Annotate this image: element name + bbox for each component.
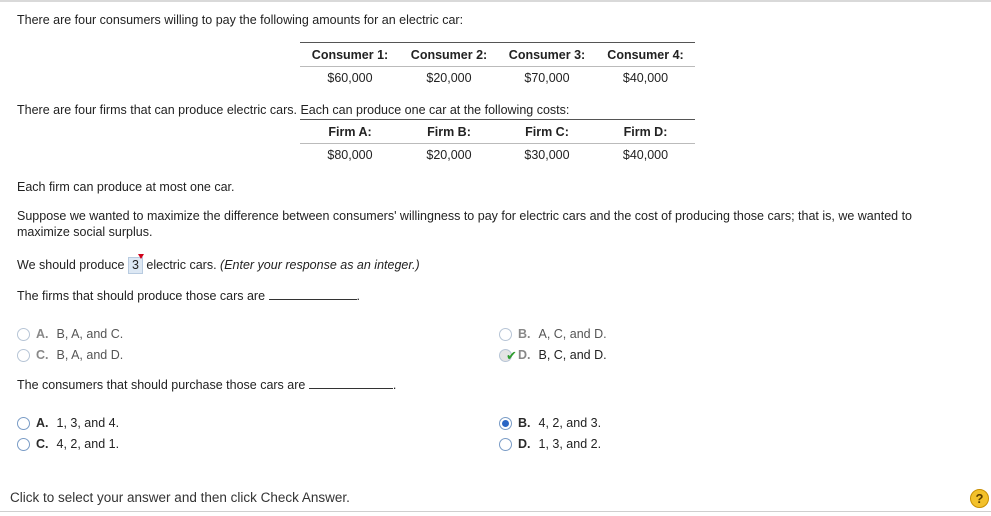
radio-icon <box>499 328 512 341</box>
q2-blank <box>269 290 357 300</box>
option-text: B, A, and C. <box>56 327 124 341</box>
suppose-line-2: maximize social surplus. <box>17 225 153 239</box>
consumer-3-header: Consumer 3: <box>498 43 596 67</box>
radio-icon <box>17 328 30 341</box>
correct-check-icon: ✔ <box>506 347 517 363</box>
top-border <box>0 0 991 2</box>
option-text: A, C, and D. <box>538 327 607 341</box>
q3-option-b[interactable] <box>499 416 601 430</box>
intro-firms-text: There are four firms that can produce electric cars. Each can produce one car at the following costs: <box>17 103 570 117</box>
q3-prompt-text: The consumers that should purchase those cars are <box>17 378 306 392</box>
q3-option-d[interactable] <box>499 437 601 451</box>
option-text: 4, 2, and 1. <box>56 437 120 451</box>
option-text: 1, 3, and 2. <box>538 437 602 451</box>
q2-option-a[interactable] <box>17 327 123 341</box>
option-text: B, C, and D. <box>538 348 607 362</box>
q1-hint: (Enter your response as an integer.) <box>220 258 420 272</box>
firm-a-header: Firm A: <box>300 120 400 144</box>
footer-instruction: Click to select your answer and then click Check Answer. <box>10 490 350 505</box>
q3-option-c[interactable] <box>17 437 119 451</box>
radio-icon[interactable] <box>17 417 30 430</box>
firm-c-value: $30,000 <box>524 147 570 162</box>
q3-option-a[interactable] <box>17 416 119 430</box>
question-3-prompt <box>17 378 396 392</box>
consumer-4-value: $40,000 <box>622 70 669 85</box>
option-letter: C. <box>36 437 49 451</box>
firm-a-value: $80,000 <box>327 147 373 162</box>
q2-option-d[interactable] <box>499 348 607 362</box>
option-text: B, A, and D. <box>56 348 124 362</box>
option-letter: A. <box>36 416 49 430</box>
firm-d-value: $40,000 <box>622 147 669 162</box>
consumer-3-value: $70,000 <box>524 70 570 85</box>
q2-period: . <box>356 289 361 303</box>
option-letter: B. <box>518 416 531 430</box>
consumer-1-header: Consumer 1: <box>300 43 400 67</box>
suppose-line-1: Suppose we wanted to maximize the difference between consumers' willingness to pay for electric cars and the cost of producing those cars; that is, we wanted to <box>17 209 912 223</box>
q1-answer-value: 3 <box>131 258 139 272</box>
q1-answer-input[interactable] <box>128 257 143 274</box>
help-question-icon[interactable]: ? <box>970 489 989 508</box>
q2-option-b[interactable] <box>499 327 607 341</box>
intro-consumers-text: There are four consumers willing to pay the following amounts for an electric car: <box>17 13 464 27</box>
consumer-2-value: $20,000 <box>426 70 472 85</box>
bottom-border <box>0 511 991 512</box>
consumer-1-value: $60,000 <box>327 70 373 85</box>
option-letter: A. <box>36 327 49 341</box>
q1-prefix: We should produce <box>17 258 125 272</box>
firm-b-value: $20,000 <box>426 147 472 162</box>
question-2-prompt <box>17 289 360 303</box>
consumers-table <box>300 42 695 89</box>
q2-option-c[interactable] <box>17 348 123 362</box>
radio-selected-icon[interactable] <box>499 417 512 430</box>
answer-flag-icon <box>138 254 144 259</box>
option-text: 1, 3, and 4. <box>56 416 120 430</box>
firm-b-header: Firm B: <box>400 120 498 144</box>
option-text: 4, 2, and 3. <box>538 416 602 430</box>
option-letter: D. <box>518 348 531 362</box>
firm-d-header: Firm D: <box>596 120 695 144</box>
q2-prompt-text: The firms that should produce those cars are <box>17 289 266 303</box>
radio-icon <box>17 349 30 362</box>
option-letter: C. <box>36 348 49 362</box>
q3-blank <box>309 379 393 389</box>
q3-period: . <box>392 378 397 392</box>
firms-table <box>300 119 695 166</box>
radio-icon <box>499 347 517 363</box>
radio-icon[interactable] <box>499 438 512 451</box>
consumer-4-header: Consumer 4: <box>596 43 695 67</box>
q1-suffix: electric cars. <box>146 258 217 272</box>
consumer-2-header: Consumer 2: <box>400 43 498 67</box>
firm-c-header: Firm C: <box>498 120 596 144</box>
question-1 <box>17 257 420 274</box>
radio-icon[interactable] <box>17 438 30 451</box>
option-letter: D. <box>518 437 531 451</box>
option-letter: B. <box>518 327 531 341</box>
limit-text: Each firm can produce at most one car. <box>17 180 235 194</box>
